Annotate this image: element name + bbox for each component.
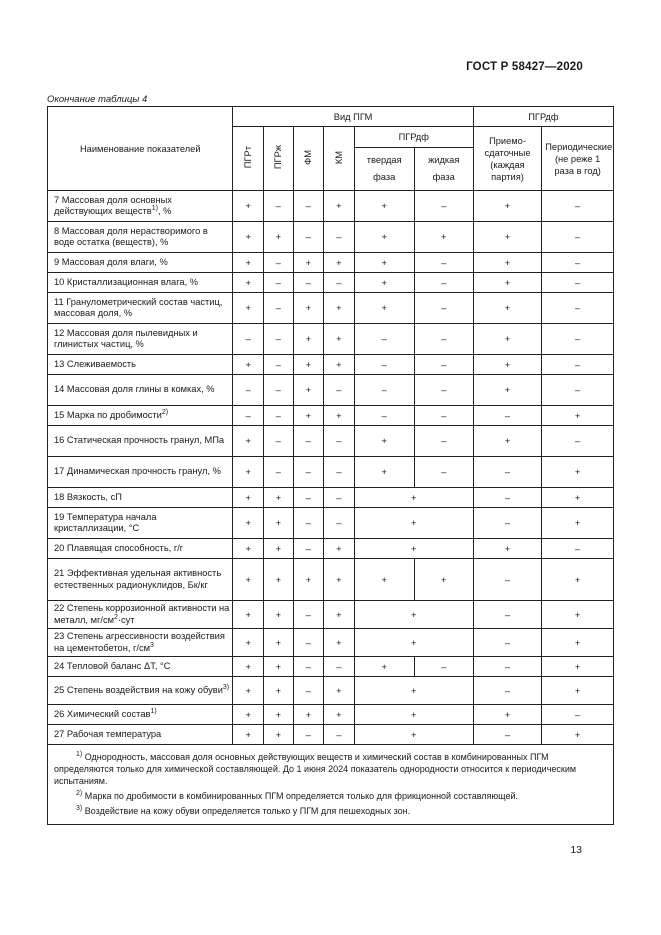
table-row: [48, 324, 614, 355]
indicator-value-cell: +: [542, 657, 614, 677]
column-header-vid-pgm: Вид ПГМ: [233, 107, 473, 127]
indicator-value-cell: +: [542, 559, 614, 601]
column-header-pgrdf: ПГРдф: [473, 107, 613, 127]
indicator-value-cell: –: [542, 324, 614, 355]
indicator-value-cell: +: [414, 559, 473, 601]
indicator-value-cell: +: [233, 273, 264, 293]
indicator-value-cell: –: [264, 426, 294, 457]
table-row: [48, 539, 614, 559]
indicator-name: 25 Степень воздействия на кожу обуви$^{3)}$: [48, 677, 233, 705]
indicator-value-cell: +: [233, 657, 264, 677]
indicator-value-cell: +: [293, 406, 324, 426]
table-row: [48, 508, 614, 539]
indicator-value-cell: +: [324, 629, 355, 657]
indicator-value-cell: +: [354, 273, 414, 293]
indicator-value-cell: +: [354, 559, 414, 601]
indicator-value-cell: +: [233, 508, 264, 539]
indicator-value-cell: –: [473, 677, 542, 705]
indicator-value-cell: +: [264, 725, 294, 745]
indicator-value-cell: +: [264, 705, 294, 725]
indicator-value-cell: –: [324, 657, 355, 677]
indicator-value-cell: –: [542, 426, 614, 457]
indicator-value-cell: –: [542, 705, 614, 725]
indicator-value-cell: +: [354, 426, 414, 457]
indicator-value-cell: +: [473, 253, 542, 273]
column-header-solid: твердая фаза: [354, 148, 414, 191]
indicator-name: 27 Рабочая температура: [48, 725, 233, 745]
table-row: [48, 355, 614, 375]
indicator-name: 9 Массовая доля влаги, %: [48, 253, 233, 273]
indicator-value-cell: +: [264, 539, 294, 559]
indicator-value-cell: +: [414, 222, 473, 253]
indicator-value-cell: +: [473, 273, 542, 293]
column-header-acceptance: Приемо-сдаточные (каждая партия): [473, 127, 542, 191]
table-row: [48, 629, 614, 657]
indicator-value-cell: –: [542, 539, 614, 559]
indicator-value-cell: +: [473, 324, 542, 355]
indicator-name: 13 Слеживаемость: [48, 355, 233, 375]
indicator-value-cell: +: [264, 601, 294, 629]
indicator-value-cell: –: [233, 406, 264, 426]
indicator-value-cell: +: [233, 629, 264, 657]
page-number: 13: [570, 844, 582, 856]
table-row: [48, 457, 614, 488]
indicator-value-cell: +: [233, 539, 264, 559]
indicator-value-cell: –: [414, 457, 473, 488]
indicator-value-cell: –: [473, 559, 542, 601]
indicator-value-cell: +: [233, 457, 264, 488]
indicator-name: 17 Динамическая прочность гранул, %: [48, 457, 233, 488]
indicator-value-cell: –: [542, 375, 614, 406]
indicator-value-cell: +: [233, 601, 264, 629]
indicator-value-cell: –: [414, 324, 473, 355]
indicator-value-cell: +: [233, 293, 264, 324]
column-header-km: КМ: [324, 127, 355, 191]
indicator-value-cell: +: [354, 725, 473, 745]
table-row: [48, 253, 614, 273]
indicator-name: 23 Степень агрессивности воздействия на цементобетон, $г/см^3$: [48, 629, 233, 657]
indicator-value-cell: –: [414, 253, 473, 273]
indicator-value-cell: +: [324, 406, 355, 426]
indicator-value-cell: +: [354, 705, 473, 725]
indicator-value-cell: +: [473, 191, 542, 222]
indicator-value-cell: +: [324, 191, 355, 222]
indicator-value-cell: –: [324, 725, 355, 745]
indicator-name: 19 Температура начала кристаллизации, °С: [48, 508, 233, 539]
indicator-value-cell: +: [542, 677, 614, 705]
table-row: [48, 725, 614, 745]
indicator-value-cell: –: [542, 253, 614, 273]
indicator-value-cell: +: [354, 488, 473, 508]
table-row: [48, 406, 614, 426]
indicator-value-cell: –: [233, 324, 264, 355]
table-row: [48, 601, 614, 629]
indicator-value-cell: –: [293, 725, 324, 745]
indicator-value-cell: –: [264, 375, 294, 406]
table-row: [48, 273, 614, 293]
indicator-value-cell: –: [324, 426, 355, 457]
indicator-value-cell: +: [354, 253, 414, 273]
indicator-value-cell: –: [324, 375, 355, 406]
table-row: [48, 191, 614, 222]
indicator-name: 18 Вязкость, сП: [48, 488, 233, 508]
indicator-value-cell: +: [293, 324, 324, 355]
indicator-value-cell: –: [414, 273, 473, 293]
indicator-value-cell: +: [324, 601, 355, 629]
indicator-value-cell: –: [264, 355, 294, 375]
indicator-value-cell: +: [233, 725, 264, 745]
indicator-value-cell: –: [293, 539, 324, 559]
indicator-value-cell: +: [264, 657, 294, 677]
indicator-value-cell: –: [473, 508, 542, 539]
indicator-value-cell: +: [354, 677, 473, 705]
indicator-value-cell: –: [293, 273, 324, 293]
indicator-value-cell: +: [233, 191, 264, 222]
indicator-name: 14 Массовая доля глины в комках, %: [48, 375, 233, 406]
indicator-value-cell: +: [324, 539, 355, 559]
indicator-value-cell: +: [264, 488, 294, 508]
indicator-name: 22 Степень коррозионной активности на металл, $мг/см^2\cdot сут$: [48, 601, 233, 629]
indicator-value-cell: –: [293, 488, 324, 508]
indicator-value-cell: +: [542, 488, 614, 508]
indicator-value-cell: +: [542, 406, 614, 426]
indicator-value-cell: –: [324, 488, 355, 508]
indicator-value-cell: +: [233, 488, 264, 508]
indicator-value-cell: +: [324, 324, 355, 355]
indicator-value-cell: +: [473, 355, 542, 375]
indicator-value-cell: +: [264, 677, 294, 705]
indicator-value-cell: –: [473, 457, 542, 488]
indicator-value-cell: –: [473, 601, 542, 629]
indicator-value-cell: +: [324, 559, 355, 601]
indicator-value-cell: +: [233, 355, 264, 375]
indicator-value-cell: +: [233, 426, 264, 457]
indicator-value-cell: +: [324, 705, 355, 725]
indicator-value-cell: –: [354, 406, 414, 426]
indicator-value-cell: +: [324, 293, 355, 324]
indicator-value-cell: +: [473, 222, 542, 253]
footnotes-row: [48, 745, 614, 825]
column-header-pgrzh: ПГРж: [264, 127, 294, 191]
indicator-value-cell: –: [542, 273, 614, 293]
indicator-value-cell: –: [264, 253, 294, 273]
indicator-value-cell: +: [233, 222, 264, 253]
indicator-value-cell: +: [293, 559, 324, 601]
indicator-value-cell: –: [264, 191, 294, 222]
indicator-value-cell: +: [542, 725, 614, 745]
footnote: $^{3)}$ Воздействие на кожу обуви определяется только у ПГМ для пешеходных зон.: [76, 805, 411, 816]
indicator-value-cell: –: [473, 629, 542, 657]
column-header-pgrt: ПГРт: [233, 127, 264, 191]
indicator-name: 12 Массовая доля пылевидных и глинистых частиц, %: [48, 324, 233, 355]
indicator-value-cell: –: [293, 657, 324, 677]
indicator-value-cell: –: [264, 293, 294, 324]
indicator-value-cell: –: [414, 355, 473, 375]
indicator-value-cell: +: [264, 222, 294, 253]
indicator-value-cell: –: [542, 222, 614, 253]
table-row: [48, 426, 614, 457]
indicator-value-cell: –: [473, 488, 542, 508]
column-header-periodic: Периодические (не реже 1 раза в год): [542, 127, 614, 191]
indicator-value-cell: –: [264, 273, 294, 293]
footnote: $^{2)}$ Марка по дробимости в комбинированных ПГМ определяется только для фрикционной составляющей.: [76, 790, 519, 801]
indicator-value-cell: –: [233, 375, 264, 406]
indicator-value-cell: –: [354, 375, 414, 406]
column-header-name: Наименование показателей: [48, 107, 233, 191]
indicator-value-cell: +: [233, 559, 264, 601]
indicator-name: 20 Плавящая способность, г/г: [48, 539, 233, 559]
indicator-name: 11 Гранулометрический состав частиц, массовая доля, %: [48, 293, 233, 324]
table-row: [48, 375, 614, 406]
indicator-value-cell: –: [542, 191, 614, 222]
indicator-value-cell: –: [354, 324, 414, 355]
indicator-value-cell: +: [473, 705, 542, 725]
indicator-value-cell: –: [414, 191, 473, 222]
indicator-value-cell: +: [542, 508, 614, 539]
indicator-name: 10 Кристаллизационная влага, %: [48, 273, 233, 293]
table-row: [48, 657, 614, 677]
indicator-value-cell: –: [473, 657, 542, 677]
footnote: $^{1)}$ Однородность, массовая доля основных действующих веществ и химический состав в комбинированных ПГМ определяются только для химической составляющей. До 1 июня 2024 показатель однородности относится к периодическим испытаниям.: [54, 751, 577, 786]
footnotes: [48, 745, 614, 825]
table-row: [48, 677, 614, 705]
indicator-value-cell: –: [542, 293, 614, 324]
indicator-value-cell: –: [414, 293, 473, 324]
indicator-value-cell: +: [354, 222, 414, 253]
indicator-value-cell: –: [414, 426, 473, 457]
indicator-name: 15 Марка по дробимости$^{2)}$: [48, 406, 233, 426]
indicator-value-cell: –: [293, 222, 324, 253]
indicator-value-cell: –: [293, 426, 324, 457]
document-header: ГОСТ Р 58427—2020: [466, 61, 583, 73]
table-caption: Окончание таблицы 4: [47, 94, 148, 105]
indicator-value-cell: +: [473, 293, 542, 324]
indicator-value-cell: –: [293, 677, 324, 705]
indicator-value-cell: +: [293, 253, 324, 273]
indicator-value-cell: +: [354, 508, 473, 539]
indicator-value-cell: –: [324, 457, 355, 488]
indicator-value-cell: –: [293, 601, 324, 629]
indicator-value-cell: –: [354, 355, 414, 375]
indicator-value-cell: –: [473, 406, 542, 426]
indicator-value-cell: –: [264, 324, 294, 355]
indicator-value-cell: +: [354, 191, 414, 222]
indicator-value-cell: +: [354, 657, 414, 677]
indicator-value-cell: –: [324, 273, 355, 293]
indicator-value-cell: +: [293, 293, 324, 324]
indicator-value-cell: –: [414, 375, 473, 406]
indicator-value-cell: +: [233, 253, 264, 273]
indicator-value-cell: –: [542, 355, 614, 375]
indicator-value-cell: +: [293, 705, 324, 725]
table-row: [48, 559, 614, 601]
indicator-value-cell: +: [233, 677, 264, 705]
indicator-value-cell: +: [473, 375, 542, 406]
indicator-value-cell: +: [542, 629, 614, 657]
indicator-value-cell: +: [354, 629, 473, 657]
indicator-value-cell: –: [324, 222, 355, 253]
indicator-value-cell: +: [324, 253, 355, 273]
indicator-name: 8 Массовая доля нерастворимого в воде остатка (веществ), %: [48, 222, 233, 253]
indicator-value-cell: –: [324, 508, 355, 539]
column-header-fm: ФМ: [293, 127, 324, 191]
indicator-value-cell: –: [473, 725, 542, 745]
indicator-value-cell: +: [264, 508, 294, 539]
indicator-value-cell: +: [264, 559, 294, 601]
indicator-value-cell: +: [293, 355, 324, 375]
table-row: [48, 488, 614, 508]
indicator-value-cell: –: [293, 457, 324, 488]
table-row: [48, 222, 614, 253]
indicator-value-cell: +: [324, 355, 355, 375]
indicator-value-cell: +: [473, 426, 542, 457]
indicator-value-cell: –: [264, 406, 294, 426]
indicator-value-cell: +: [233, 705, 264, 725]
indicator-value-cell: –: [264, 457, 294, 488]
table-row: [48, 705, 614, 725]
indicator-value-cell: –: [293, 508, 324, 539]
indicator-value-cell: +: [354, 293, 414, 324]
column-header-liquid: жидкая фаза: [414, 148, 473, 191]
indicator-name: 7 Массовая доля основных действующих веществ$^{1)}$, %: [48, 191, 233, 222]
indicator-value-cell: –: [293, 629, 324, 657]
indicator-value-cell: +: [542, 457, 614, 488]
indicator-value-cell: +: [354, 601, 473, 629]
indicator-name: 24 Тепловой баланс ΔТ, °С: [48, 657, 233, 677]
indicator-name: 21 Эффективная удельная активность естественных радионуклидов, Бк/кг: [48, 559, 233, 601]
indicator-value-cell: +: [354, 457, 414, 488]
table-row: [48, 293, 614, 324]
indicator-value-cell: +: [473, 539, 542, 559]
indicator-value-cell: –: [414, 657, 473, 677]
indicators-table: [47, 106, 614, 825]
column-header-pgrdf-sub: ПГРдф: [354, 127, 473, 148]
indicator-value-cell: –: [414, 406, 473, 426]
indicator-value-cell: –: [293, 191, 324, 222]
indicator-value-cell: +: [542, 601, 614, 629]
indicator-name: 26 Химический состав$^{1)}$: [48, 705, 233, 725]
indicator-value-cell: +: [264, 629, 294, 657]
indicator-name: 16 Статическая прочность гранул, МПа: [48, 426, 233, 457]
indicator-value-cell: +: [324, 677, 355, 705]
indicator-value-cell: +: [293, 375, 324, 406]
indicator-value-cell: +: [354, 539, 473, 559]
